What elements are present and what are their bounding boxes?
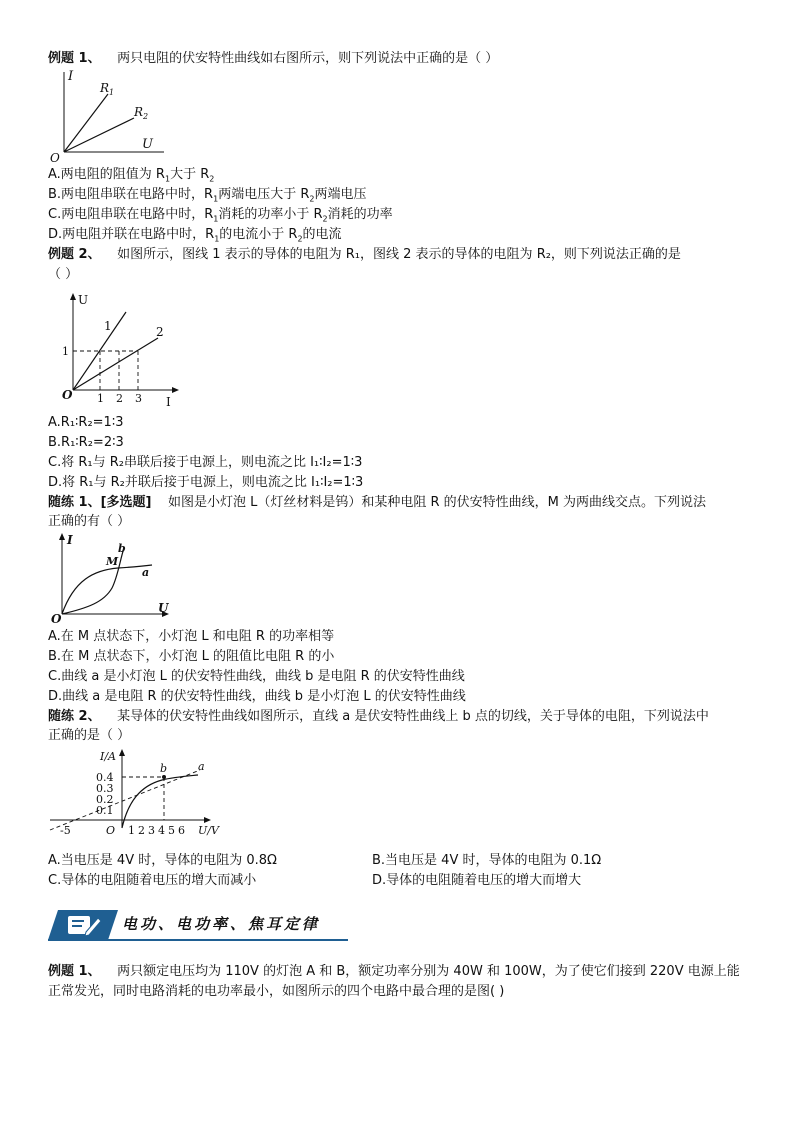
section-title: 电功、电功率、焦耳定律 [122,915,321,933]
pr2-x-tick-3: 3 [148,824,155,837]
pr1-question-line1 [48,494,706,512]
pr1-origin: O [51,612,62,626]
ex1-x-label: U [142,137,153,152]
pr1-y-label: I [67,533,73,547]
ex2-question: 如图所示，图线 1 表示的导体的电阻为 R₁，图线 2 表示的导体的电阻为 R₂，则下列说法正确的是 [117,247,681,262]
pr2-option-c[interactable]: C.导体的电阻随着电压的增大而减小 [48,873,257,888]
ex2-question-line2: （ ） [48,267,79,282]
ex2-graph [58,292,188,408]
pr2-option-a[interactable]: A.当电压是 4V 时，导体的电阻为 0.8Ω [48,853,277,868]
ex2-line1-label: 1 [104,319,112,333]
ex1-r1-label: $R_1$ [100,81,115,97]
pr2-x-neg-tick: -5 [60,824,71,837]
ex3-label: 例题 1、 [48,964,101,979]
ex3-question-line2: 正常发光，同时电路消耗的电功率最小，如图所示的四个电路中最合理的是图( ) [48,984,505,999]
pr2-question: 某导体的伏安特性曲线如图所示，直线 a 是伏安特性曲线上 b 点的切线，关于导体的电阻，下列说法中 [117,709,709,724]
ex2-x-tick-3: 3 [135,392,142,405]
pr1-option-a[interactable]: A.在 M 点状态下，小灯泡 L 和电阻 R 的功率相等 [48,629,335,644]
ex2-y-arrow-icon [70,293,76,300]
ex1-y-label: I [68,69,74,84]
pr1-label: 随练 1、[多选题] [48,495,152,510]
ex2-line-2 [73,338,158,390]
ex1-label: 例题 1、 [48,51,101,66]
ex2-origin: O [62,388,73,402]
pr1-question: 如图是小灯泡 L（灯丝材料是钨）和某种电阻 R 的伏安特性曲线，M 为两曲线交点。下列说法 [168,495,707,510]
pr2-origin: O [106,824,116,837]
ex1-option-b[interactable]: B.两电阻串联在电路中时，$R_1$两端电压大于 $R_2$两端电压 [48,187,367,204]
pr2-x-label: U/V [198,824,219,837]
ex1-r2-label: $R_2$ [134,105,149,121]
pr2-x-tick-4: 4 [158,824,165,837]
pr1-y-arrow-icon [59,533,65,540]
ex1-origin: O [50,151,60,165]
pr2-x-tick-1: 1 [128,824,135,837]
pr2-x-tick-5: 5 [168,824,175,837]
ex2-x-label: I [166,395,171,408]
pr1-x-label: U [158,601,169,615]
pr2-y-arrow-icon [119,749,125,756]
ex2-y-label: U [78,293,89,307]
pr2-y-tick-04: 0.4 [96,771,114,784]
pr2-option-d[interactable]: D.导体的电阻随着电压的增大而增大 [372,873,582,888]
ex2-label: 例题 2、 [48,247,101,262]
pr2-y-tick-01: 0.1 [96,804,114,817]
ex1-graph [46,66,176,166]
pr1-graph [48,532,178,626]
ex1-option-c[interactable]: C.两电阻串联在电路中时，$R_1$消耗的功率小于 $R_2$消耗的功率 [48,207,393,224]
ex1-question: 两只电阻的伏安特性曲线如右图所示，则下列说法中正确的是（ ） [117,51,499,66]
ex2-option-d[interactable]: D.将 R₁与 R₂并联后接于电源上，则电流之比 I₁∶I₂=1∶3 [48,475,364,490]
pr2-option-b[interactable]: B.当电压是 4V 时，导体的电阻为 0.1Ω [372,853,602,868]
ex1-line-r1 [64,94,108,152]
pr1-point-m: M [106,555,119,568]
banner-underline [48,939,348,941]
pr2-label: 随练 2、 [48,709,101,724]
pr2-point-b: b [160,762,168,775]
ex1-line-r2 [64,118,134,152]
ex3-question: 两只额定电压均为 110V 的灯泡 A 和 B，额定功率分别为 40W 和 100W，为了使它们接到 220V 电源上能 [117,964,740,979]
pr1-option-c[interactable]: C.曲线 a 是小灯泡 L 的伏安特性曲线，曲线 b 是电阻 R 的伏安特性曲线 [48,669,465,684]
ex2-option-b[interactable]: B.R₁∶R₂=2∶3 [48,435,124,450]
pr1-curve-a [62,565,152,614]
ex2-line2-label: 2 [156,325,164,339]
pr2-x-arrow-icon [204,817,211,823]
pr2-y-label: I/A [100,750,116,763]
ex2-y-tick: 1 [62,345,69,358]
pr2-question-line1 [48,708,709,726]
ex1-option-a[interactable]: A.两电阻的阻值为 $R_1$大于 $R_2$ [48,167,215,184]
pr1-option-d[interactable]: D.曲线 a 是电阻 R 的伏安特性曲线，曲线 b 是小灯泡 L 的伏安特性曲线 [48,689,466,704]
pr2-question-line2: 正确的是（ ） [48,728,131,743]
pr2-y-tick-02: 0.2 [96,793,114,806]
ex2-x-arrow-icon [172,387,179,393]
ex2-question-line1 [48,246,681,264]
pr1-question-line2: 正确的有（ ） [48,514,131,529]
pr2-graph [48,746,238,840]
pr2-point-b-dot [162,775,166,779]
ex3-question-line1 [48,963,740,981]
pr2-x-tick-2: 2 [138,824,145,837]
ex2-option-a[interactable]: A.R₁∶R₂=1∶3 [48,415,124,430]
pr2-tangent-a [50,770,200,830]
ex2-x-tick-2: 2 [116,392,123,405]
pr2-label-a: a [198,760,205,773]
pr1-label-a: a [142,566,150,579]
pr1-label-b: b [118,542,126,555]
ex2-option-c[interactable]: C.将 R₁与 R₂串联后接于电源上，则电流之比 I₁∶I₂=1∶3 [48,455,363,470]
pr2-y-tick-03: 0.3 [96,782,114,795]
ex1-option-d[interactable]: D.两电阻并联在电路中时，$R_1$的电流小于 $R_2$的电流 [48,227,342,244]
ex2-x-tick-1: 1 [97,392,104,405]
pr2-x-tick-6: 6 [178,824,185,837]
pr1-option-b[interactable]: B.在 M 点状态下，小灯泡 L 的阻值比电阻 R 的小 [48,649,335,664]
